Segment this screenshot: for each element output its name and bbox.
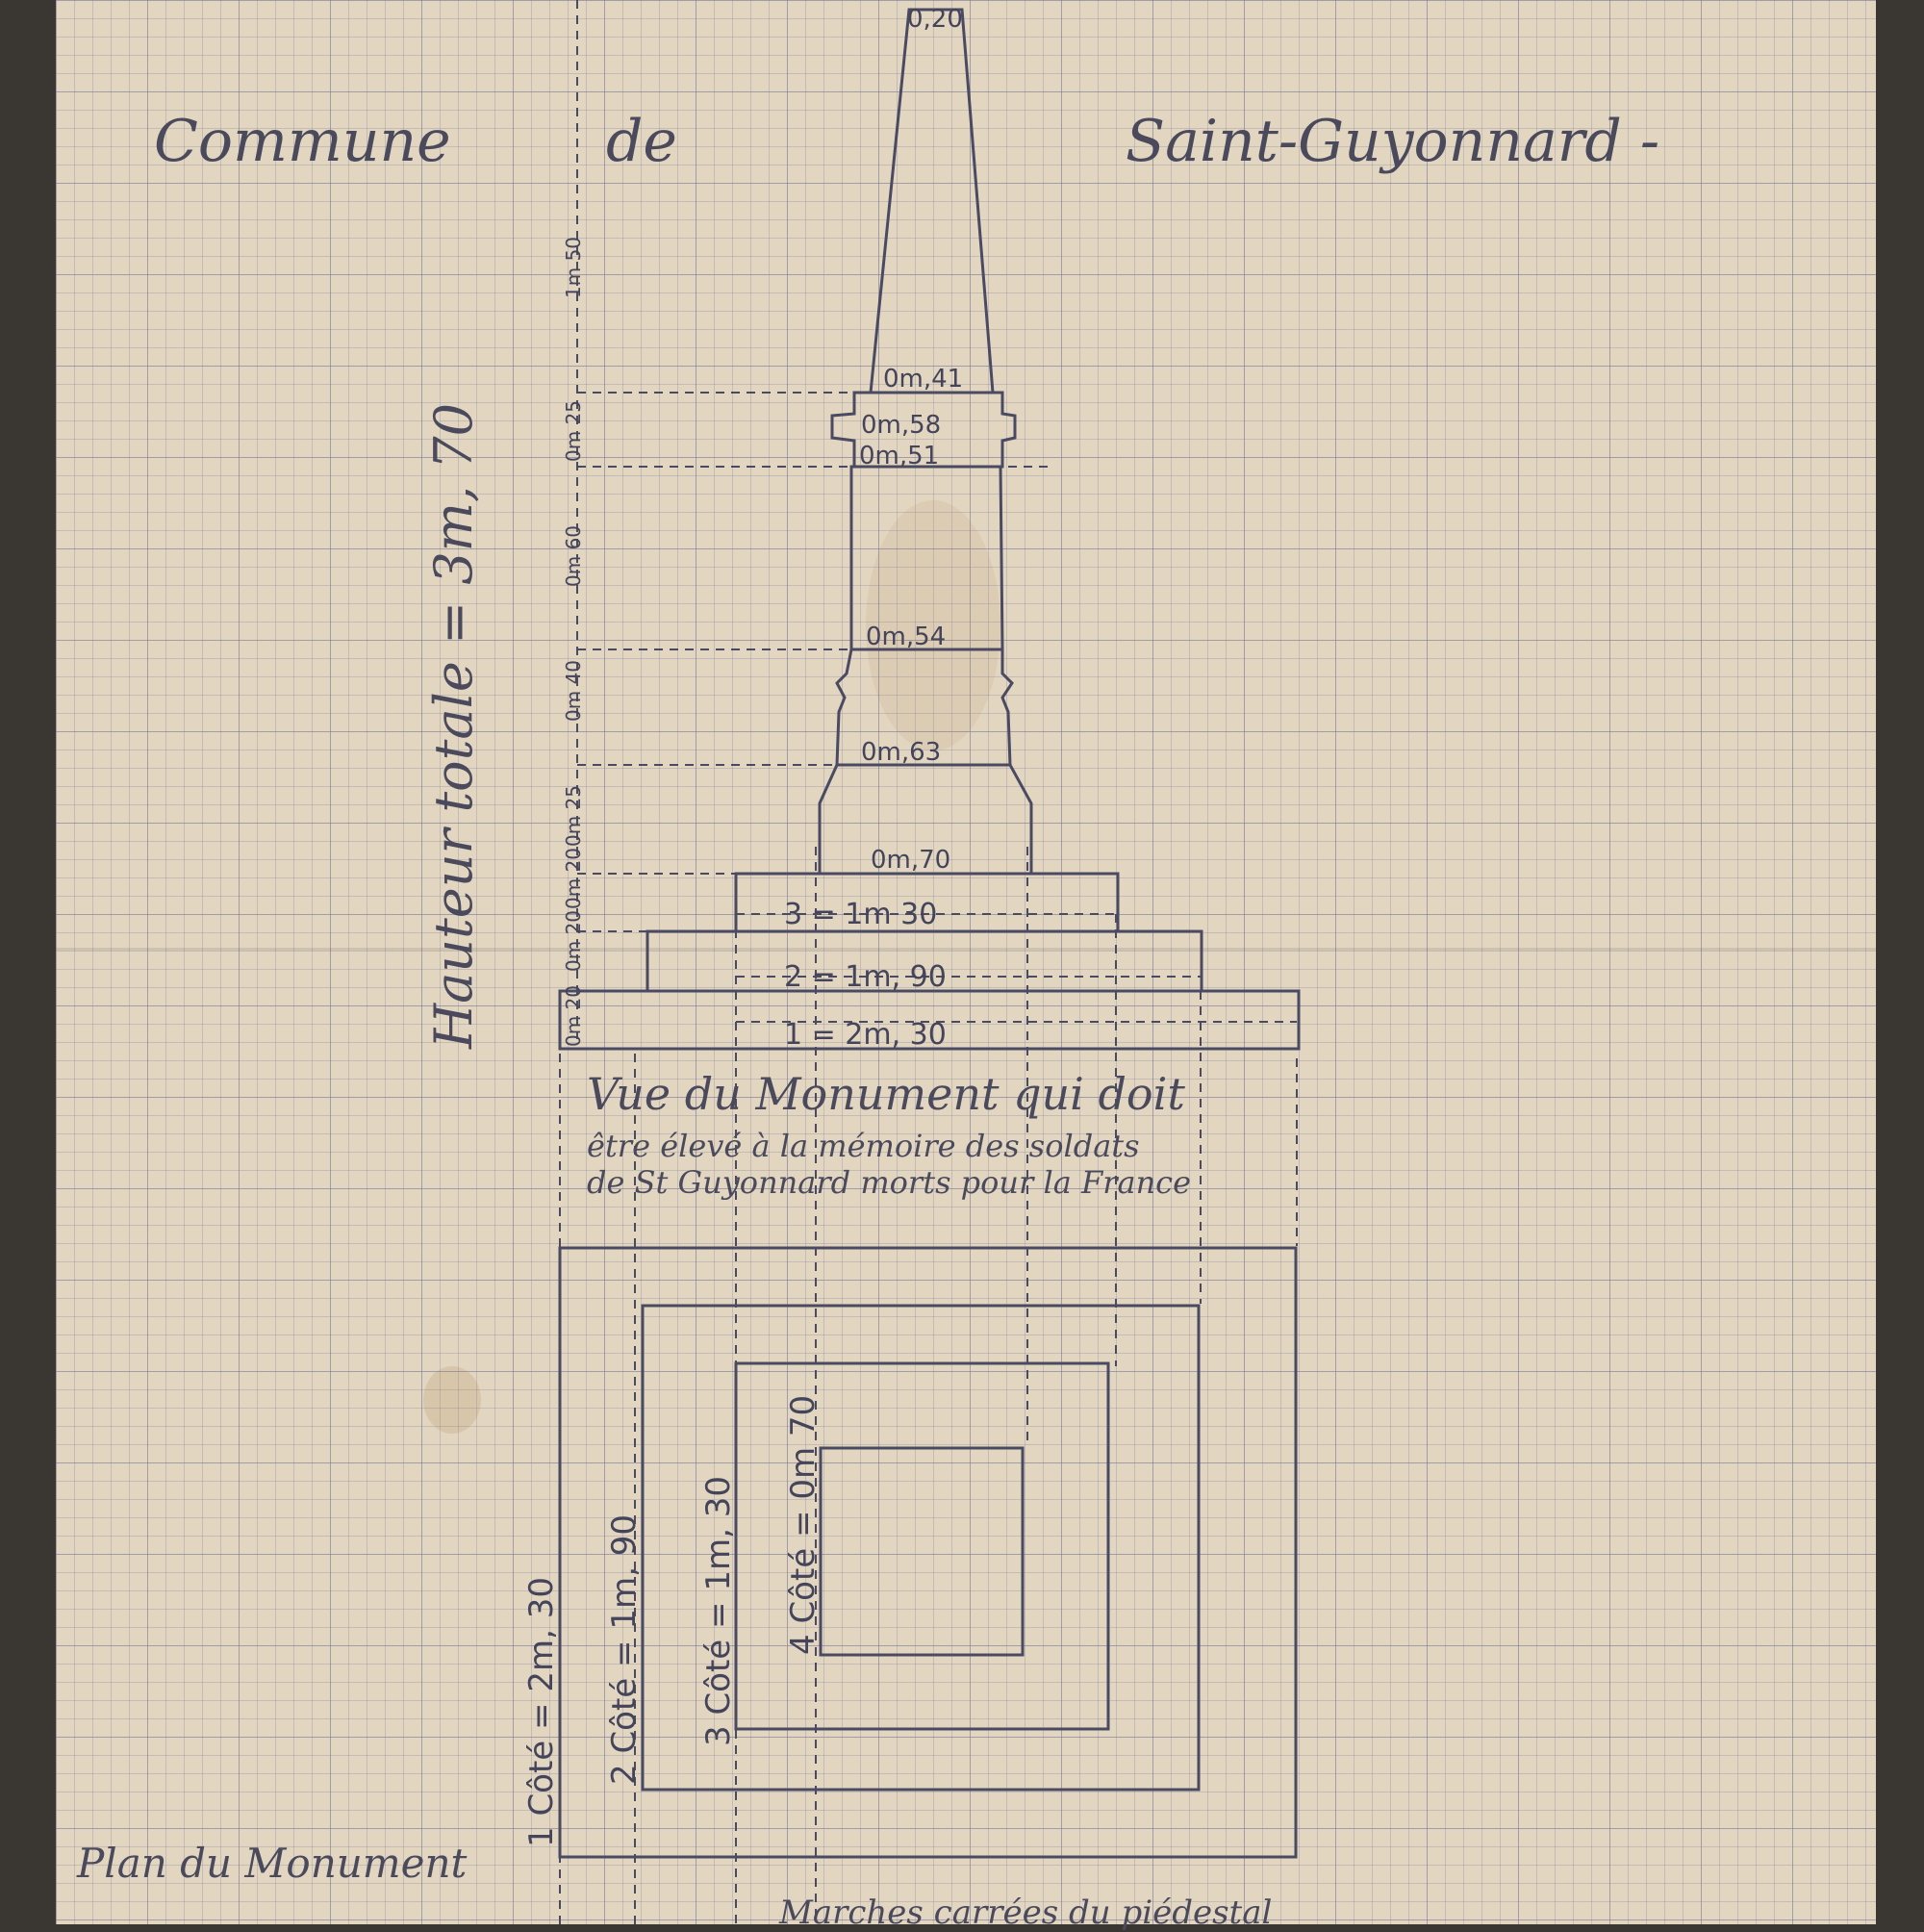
width-label: 0m,70 — [871, 846, 951, 875]
plan-cote-label: 3 Côté = 1m, 30 — [699, 1476, 738, 1746]
width-label: 0m,51 — [859, 442, 940, 470]
plan-title: Plan du Monument — [77, 1840, 468, 1887]
vertical-dim-label: 0m 60 — [562, 524, 585, 587]
step-1-label: 1 = 2m, 30 — [784, 1018, 947, 1052]
vertical-dim-label: 0m 40 — [562, 659, 585, 722]
width-label: 0m,54 — [866, 623, 947, 651]
header-place: Saint-Guyonnard - — [1126, 108, 1660, 175]
vertical-dim-label: 0m 20 — [562, 847, 585, 909]
width-label: 0m,58 — [861, 411, 942, 440]
plan-footer: Marches carrées du piédestal — [779, 1894, 1273, 1932]
plan-cote-label: 4 Côté = 0m 70 — [784, 1394, 823, 1655]
width-label: 0m,63 — [861, 738, 942, 767]
plan-cote-label: 2 Côté = 1m, 90 — [605, 1514, 644, 1785]
caption-line-3: de St Guyonnard morts pour la France — [587, 1164, 1192, 1201]
plan-step-4 — [821, 1448, 1023, 1655]
vertical-dim-label: 0m 25 — [562, 399, 585, 462]
caption-line-1: Vue du Monument qui doit — [587, 1068, 1185, 1120]
vertical-dim-label: 0m 25 — [562, 784, 585, 847]
step-2-label: 2 = 1m, 90 — [784, 960, 947, 994]
obelisk-shaft — [871, 10, 993, 393]
vertical-dim-label: 1m 50 — [562, 236, 585, 298]
top-width-label: 0,20 — [907, 5, 963, 34]
vertical-dim-label: 0m 20 — [562, 909, 585, 972]
width-label: 0m,41 — [883, 365, 964, 394]
step-3-label: 3 = 1m 30 — [784, 898, 938, 931]
total-height-label: Hauteur totale = 3m, 70 — [423, 403, 484, 1049]
header-de: de — [606, 108, 677, 175]
caption-line-2: être élevé à la mémoire des soldats — [587, 1128, 1140, 1164]
vertical-dim-label: 0m 20 — [562, 984, 585, 1047]
header-commune: Commune — [154, 108, 451, 175]
plan-step-1 — [560, 1248, 1296, 1857]
plan-cote-label: 1 Côté = 2m, 30 — [522, 1577, 561, 1847]
